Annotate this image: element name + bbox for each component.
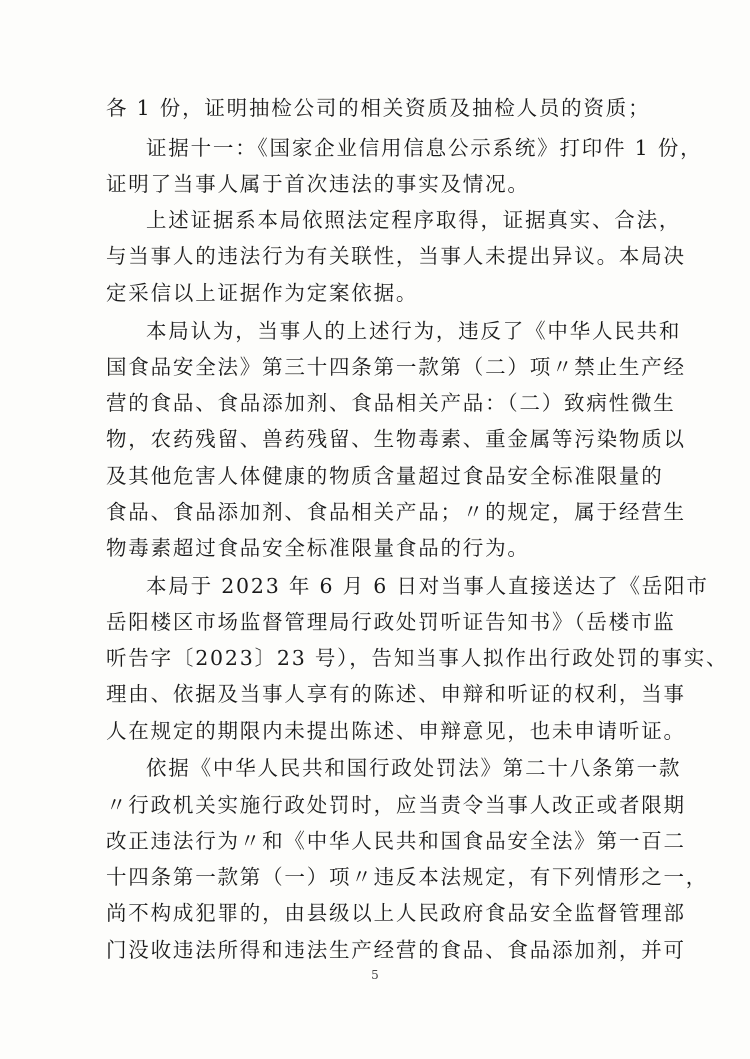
text-line: 依据《中华人民共和国行政处罚法》第二十八条第一款: [146, 756, 682, 780]
text-line: 证明了当事人属于首次违法的事实及情况。: [106, 172, 530, 196]
text-line: 岳阳楼区市场监督管理局行政处罚听证告知书》（岳楼市监: [106, 610, 676, 634]
text-line: 听告字〔2023〕23 号），告知当事人拟作出行政处罚的事实、: [106, 646, 729, 670]
text-line: 门没收违法所得和违法生产经营的食品、食品添加剂，并可: [106, 938, 686, 962]
text-line: 尚不构成犯罪的，由县级以上人民政府食品安全监督管理部: [106, 901, 686, 925]
text-line: 食品、食品添加剂、食品相关产品；〃的规定，属于经营生: [106, 500, 686, 524]
text-line: 营的食品、食品添加剂、食品相关产品：（二）致病性微生: [106, 391, 676, 415]
text-line: 本局于 2023 年 6 月 6 日对当事人直接送达了《岳阳市: [146, 574, 709, 598]
text-line: 上述证据系本局依照法定程序取得，证据真实、合法，: [146, 208, 682, 232]
text-line: 理由、依据及当事人享有的陈述、申辩和听证的权利，当事: [106, 682, 686, 706]
text-line: 与当事人的违法行为有关联性，当事人未提出异议。本局决: [106, 244, 686, 268]
text-line: 证据十一：《国家企业信用信息公示系统》打印件 1 份，: [146, 136, 703, 160]
text-line: 国食品安全法》第三十四条第一款第（二）项〃禁止生产经: [106, 355, 686, 379]
text-line: 〃行政机关实施行政处罚时，应当责令当事人改正或者限期: [106, 793, 686, 817]
text-line: 十四条第一款第（一）项〃违反本法规定，有下列情形之一，: [106, 865, 709, 889]
text-line: 人在规定的期限内未提出陈述、申辩意见，也未申请听证。: [106, 719, 686, 743]
text-line: 物，农药残留、兽药残留、生物毒素、重金属等污染物质以: [106, 427, 686, 451]
page-number: 5: [371, 968, 379, 982]
text-line: 本局认为，当事人的上述行为，违反了《中华人民共和: [146, 319, 682, 343]
text-line: 改正违法行为〃和《中华人民共和国食品安全法》第一百二: [106, 829, 686, 853]
text-line: 及其他危害人体健康的物质含量超过食品安全标准限量的: [106, 464, 664, 488]
text-line: 定采信以上证据作为定案依据。: [106, 281, 419, 305]
text-line: 物毒素超过食品安全标准限量食品的行为。: [106, 536, 530, 560]
text-line: 各 1 份，证明抽检公司的相关资质及抽检人员的资质；: [106, 96, 651, 120]
